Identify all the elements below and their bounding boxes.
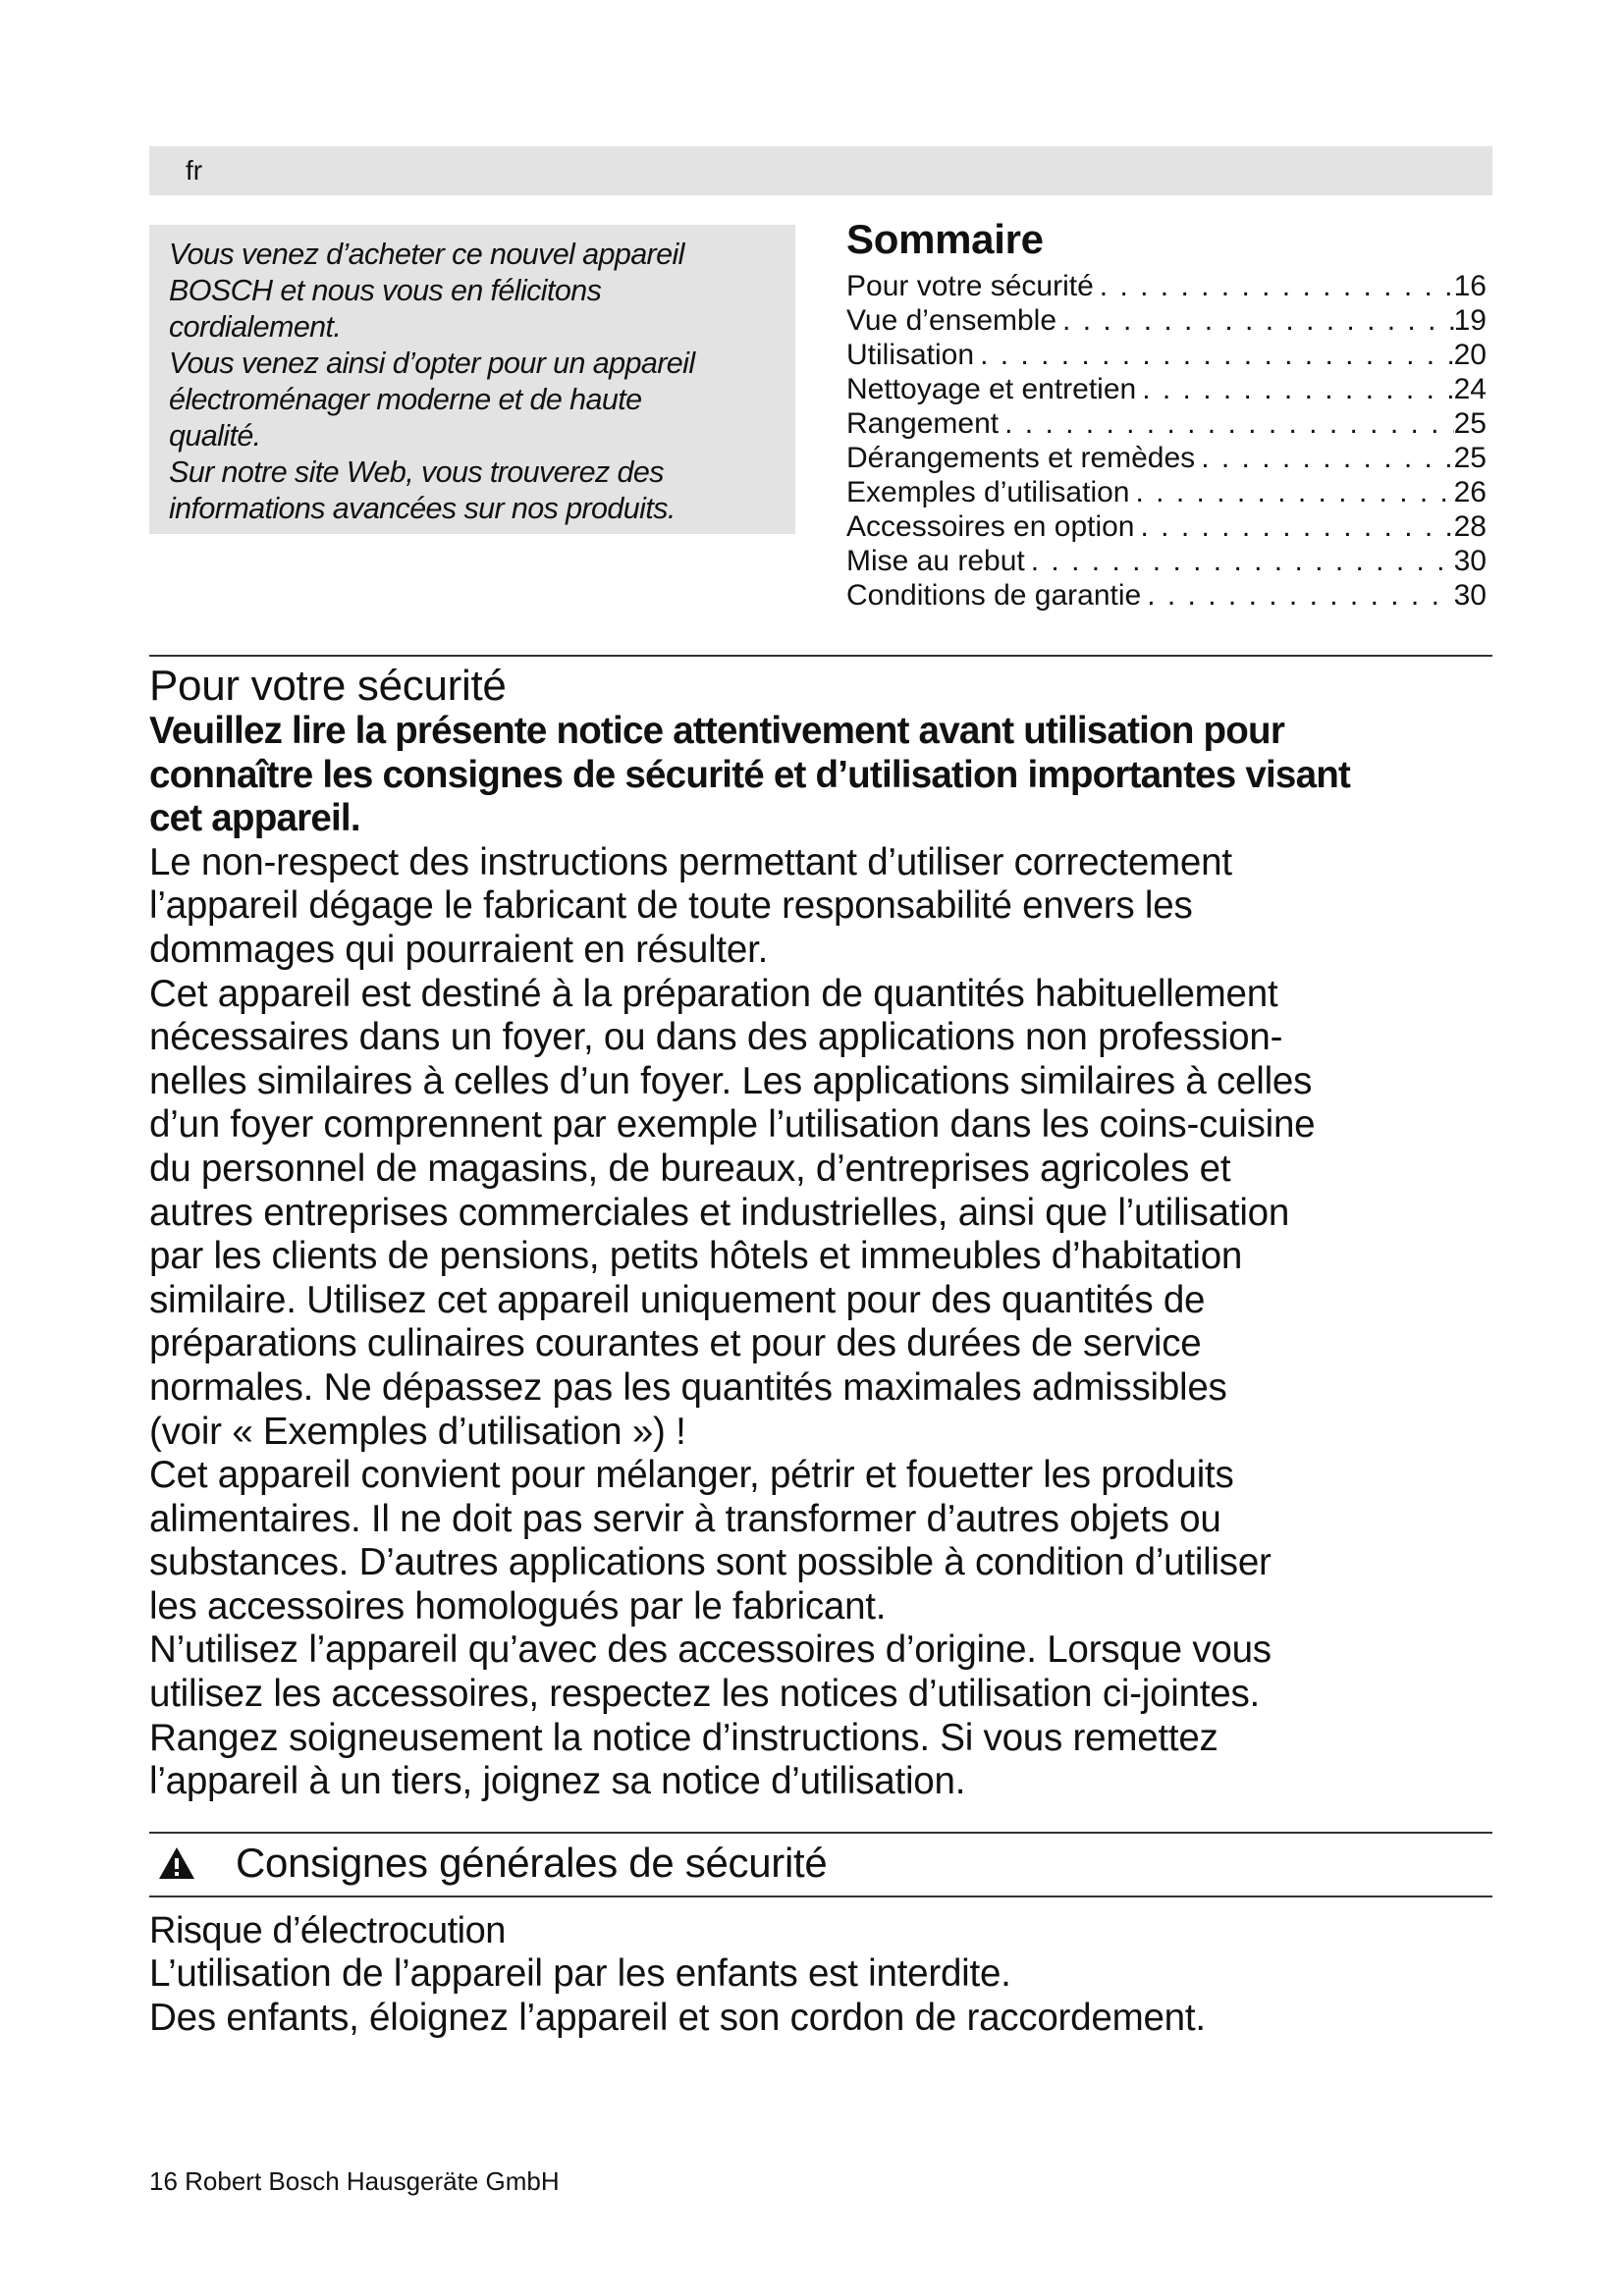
toc-leader-dots (1129, 475, 1453, 509)
intro-line: Vous venez ainsi d’opter pour un appareil (169, 347, 695, 380)
body-line: utilisez les accessoires, respectez les notices d’utilisation ci-jointes. (149, 1673, 1261, 1716)
intro-line: informations avancées sur nos produits. (169, 492, 676, 525)
body-line: Cet appareil convient pour mélanger, pétrir et fouetter les produits (149, 1454, 1234, 1497)
section-title: Pour votre sécurité (149, 662, 507, 710)
body-line: d’un foyer comprennent par exemple l’utilisation dans les coins-cuisine (149, 1103, 1316, 1147)
section-divider (149, 1896, 1492, 1897)
toc-item-page: 26 (1453, 476, 1487, 508)
toc-item-label: Exemples d’utilisation (846, 476, 1130, 508)
toc-item[interactable] (846, 338, 1487, 372)
toc-title: Sommaire (846, 216, 1044, 262)
body-line: l’appareil dégage le fabricant de toute responsabilité envers les (149, 884, 1193, 928)
body-line: alimentaires. Il ne doit pas servir à transformer d’autres objets ou (149, 1497, 1221, 1540)
body-line: substances. D’autres applications sont possible à condition d’utiliser (149, 1541, 1272, 1584)
intro-box (149, 225, 795, 534)
toc-leader-dots (1056, 303, 1454, 338)
toc-item[interactable] (846, 269, 1487, 303)
toc-item-page: 25 (1453, 407, 1487, 440)
toc-item[interactable] (846, 406, 1487, 441)
body-line: préparations culinaires courantes et pour des durées de service (149, 1322, 1202, 1365)
toc-item-page: 24 (1453, 373, 1487, 405)
body-line: nécessaires dans un foyer, ou dans des applications non profession- (149, 1016, 1283, 1059)
body-line: Le non-respect des instructions permettant d’utiliser correctement (149, 840, 1232, 883)
body-line: par les clients de pensions, petits hôtels et immeubles d’habitation (149, 1235, 1243, 1278)
toc-item-page: 19 (1453, 304, 1487, 337)
page-footer: 16 Robert Bosch Hausgeräte GmbH (149, 2166, 560, 2196)
toc-item[interactable] (846, 372, 1487, 406)
risk-block (149, 1909, 1524, 2040)
safety-body (149, 710, 1524, 1804)
toc-item-page: 30 (1453, 579, 1487, 612)
table-of-contents (846, 214, 1487, 613)
body-line: N’utilisez l’appareil qu’avec des accessoires d’origine. Lorsque vous (149, 1629, 1272, 1672)
body-line: normales. Ne dépassez pas les quantités maximales admissibles (149, 1365, 1227, 1409)
body-line: similaire. Utilisez cet appareil uniquement pour des quantités de (149, 1278, 1206, 1321)
toc-item-label: Pour votre sécurité (846, 270, 1094, 302)
language-code: fr (186, 155, 203, 186)
body-line: Rangez soigneusement la notice d’instructions. Si vous remettez (149, 1716, 1218, 1759)
toc-leader-dots (1136, 372, 1453, 406)
toc-leader-dots (1141, 578, 1453, 613)
lead-line: Veuillez lire la présente notice attentivement avant utilisation pour (149, 710, 1285, 752)
risk-line: Des enfants, éloignez l’appareil et son cordon de raccordement. (149, 1996, 1206, 2039)
intro-line: Sur notre site Web, vous trouverez des (169, 455, 664, 489)
warning-icon (157, 1845, 196, 1881)
toc-item[interactable] (846, 509, 1487, 544)
language-bar (149, 146, 1492, 195)
body-line: dommages qui pourraient en résulter. (149, 928, 769, 971)
toc-item[interactable] (846, 441, 1487, 475)
toc-item-label: Rangement (846, 407, 1000, 440)
section-divider (149, 655, 1492, 657)
toc-leader-dots (1135, 509, 1454, 544)
intro-line: électroménager moderne et de haute (169, 383, 642, 416)
body-line: autres entreprises commerciales et industrielles, ainsi que l’utilisation (149, 1191, 1290, 1234)
toc-list (846, 269, 1487, 613)
general-safety-title: Consignes générales de sécurité (236, 1840, 828, 1886)
lead-line: cet appareil. (149, 797, 360, 840)
toc-item[interactable] (846, 578, 1487, 613)
intro-line: qualité. (169, 419, 261, 453)
toc-item-page: 20 (1453, 339, 1487, 371)
toc-item-label: Mise au rebut (846, 545, 1025, 577)
toc-item-label: Utilisation (846, 339, 975, 371)
body-line: du personnel de magasins, de bureaux, d’entreprises agricoles et (149, 1147, 1231, 1190)
toc-item-label: Conditions de garantie (846, 579, 1142, 612)
toc-item-page: 28 (1453, 510, 1487, 543)
toc-leader-dots (1195, 441, 1453, 475)
risk-line: L’utilisation de l’appareil par les enfants est interdite. (149, 1952, 1011, 1995)
body-line: Cet appareil est destiné à la préparation de quantités habituellement (149, 972, 1278, 1015)
toc-leader-dots (1025, 544, 1454, 578)
toc-item[interactable] (846, 303, 1487, 338)
intro-line: BOSCH et nous vous en félicitons (169, 274, 602, 307)
toc-leader-dots (999, 406, 1454, 441)
toc-leader-dots (974, 338, 1454, 372)
toc-item-page: 25 (1453, 442, 1487, 474)
body-line: les accessoires homologués par le fabricant. (149, 1584, 887, 1628)
body-line: l’appareil à un tiers, joignez sa notice d’utilisation. (149, 1760, 966, 1803)
body-line: nelles similaires à celles d’un foyer. Les applications similaires à celles (149, 1059, 1313, 1102)
lead-line: connaître les consignes de sécurité et d’utilisation importantes visant (149, 753, 1351, 796)
toc-item[interactable] (846, 475, 1487, 509)
body-line: (voir « Exemples d’utilisation ») ! (149, 1410, 686, 1453)
toc-item[interactable] (846, 544, 1487, 578)
toc-item-page: 16 (1453, 270, 1487, 302)
toc-item-page: 30 (1453, 545, 1487, 577)
intro-line: Vous venez d’acheter ce nouvel appareil (169, 238, 684, 271)
intro-line: cordialement. (169, 310, 342, 344)
toc-item-label: Dérangements et remèdes (846, 442, 1196, 474)
toc-item-label: Nettoyage et entretien (846, 373, 1137, 405)
general-safety-heading (149, 1834, 1492, 1893)
risk-title: Risque d’électrocution (149, 1910, 506, 1951)
toc-leader-dots (1094, 269, 1454, 303)
toc-item-label: Vue d’ensemble (846, 304, 1057, 337)
toc-item-label: Accessoires en option (846, 510, 1135, 543)
